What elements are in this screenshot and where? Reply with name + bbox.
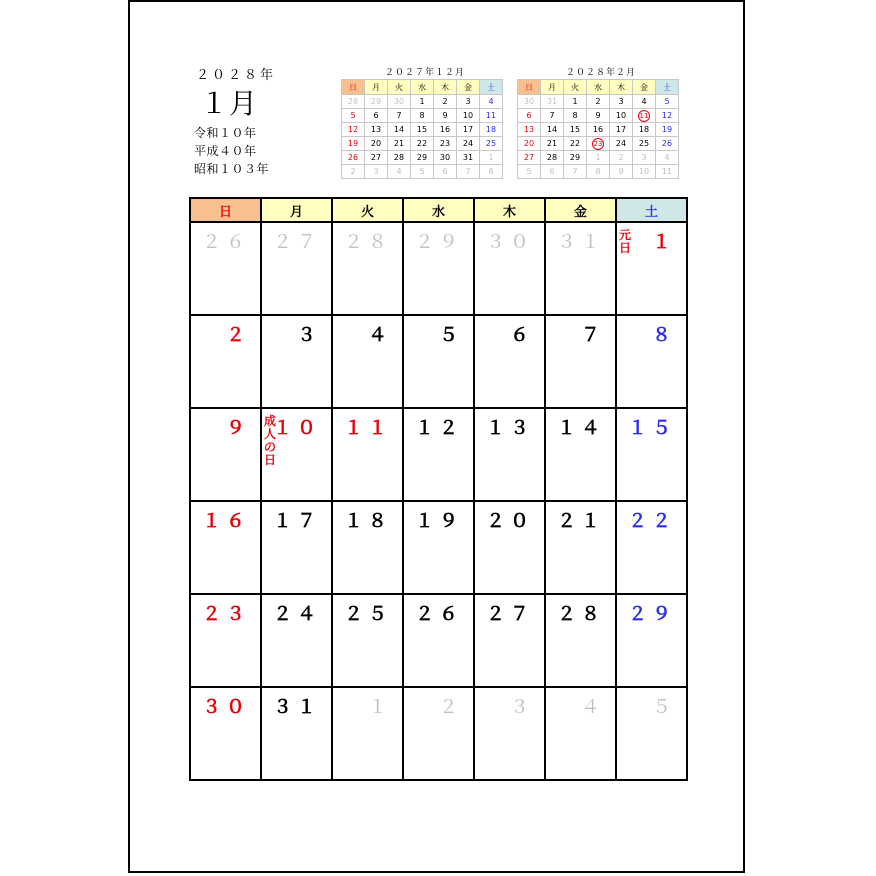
mini-day-cell: 10 — [457, 109, 480, 123]
mini-weekday-header: 水 — [587, 80, 610, 95]
day-number: ２ — [225, 324, 250, 346]
mini-day-cell: 29 — [564, 151, 587, 165]
day-number: ２６ — [414, 603, 463, 625]
mini-day-cell: 9 — [587, 109, 610, 123]
mini-day-cell: 10 — [610, 109, 633, 123]
day-cell — [403, 408, 474, 501]
day-number: １６ — [201, 510, 250, 532]
day-number: ２１ — [556, 510, 605, 532]
mini-day-cell: 3 — [633, 151, 656, 165]
day-number: ３１ — [272, 696, 321, 718]
day-number: ４ — [580, 696, 605, 718]
weekday-header: 土 — [616, 198, 687, 222]
holiday-label: 元日 — [619, 228, 632, 255]
holiday-label: 成人の日 — [264, 414, 277, 467]
mini-day-cell: 31 — [457, 151, 480, 165]
day-number: ２ — [438, 696, 463, 718]
mini-day-cell: 6 — [365, 109, 388, 123]
mini-day-cell: 8 — [587, 165, 610, 179]
mini-day-cell: 29 — [365, 95, 388, 109]
day-cell — [190, 222, 261, 315]
mini-day-cell: 12 — [656, 109, 679, 123]
mini-day-cell: 2 — [587, 95, 610, 109]
mini-day-cell: 28 — [388, 151, 411, 165]
day-cell — [474, 222, 545, 315]
day-cell — [261, 687, 332, 780]
day-cell — [332, 501, 403, 594]
day-cell — [332, 222, 403, 315]
mini-day-cell: 14 — [541, 123, 564, 137]
mini-day-cell: 24 — [610, 137, 633, 151]
weekday-header: 火 — [332, 198, 403, 222]
day-number: ２９ — [414, 231, 463, 253]
day-cell — [261, 594, 332, 687]
mini-day-cell: 16 — [587, 123, 610, 137]
day-cell — [474, 408, 545, 501]
day-cell — [261, 315, 332, 408]
mini-day-cell: 12 — [342, 123, 365, 137]
day-number: １７ — [272, 510, 321, 532]
mini-day-cell: 5 — [656, 95, 679, 109]
mini-day-cell: 11 — [656, 165, 679, 179]
day-number: ４ — [367, 324, 392, 346]
mini-day-cell: 3 — [610, 95, 633, 109]
mini-day-cell: 31 — [541, 95, 564, 109]
day-cell — [616, 687, 687, 780]
mini-day-cell: 27 — [518, 151, 541, 165]
day-number: １３ — [485, 417, 534, 439]
mini-day-cell: 21 — [388, 137, 411, 151]
mini-day-cell: 5 — [342, 109, 365, 123]
mini-weekday-header: 木 — [434, 80, 457, 95]
mini-day-cell: 19 — [656, 123, 679, 137]
day-cell — [332, 687, 403, 780]
mini-day-cell: 25 — [480, 137, 503, 151]
mini-day-cell: 17 — [457, 123, 480, 137]
day-number: ２３ — [201, 603, 250, 625]
day-cell — [616, 594, 687, 687]
day-cell — [403, 315, 474, 408]
mini-weekday-header: 火 — [564, 80, 587, 95]
day-cell — [545, 315, 616, 408]
mini-day-cell: 16 — [434, 123, 457, 137]
mini-day-cell: 15 — [411, 123, 434, 137]
mini-day-cell: 26 — [342, 151, 365, 165]
mini-day-cell: 24 — [457, 137, 480, 151]
day-number: １５ — [627, 417, 676, 439]
day-number: ７ — [580, 324, 605, 346]
day-cell — [474, 315, 545, 408]
mini-day-cell — [633, 109, 656, 123]
mini-weekday-header: 木 — [610, 80, 633, 95]
mini-day-cell: 28 — [541, 151, 564, 165]
mini-day-cell: 29 — [411, 151, 434, 165]
mini-day-cell: 6 — [518, 109, 541, 123]
mini-calendar-next-title: ２０２８年２月 — [565, 68, 636, 78]
weekday-header: 水 — [403, 198, 474, 222]
mini-day-cell: 21 — [541, 137, 564, 151]
year-label: ２０２８年 — [196, 68, 277, 83]
day-number: ８ — [651, 324, 676, 346]
day-number: ２８ — [343, 231, 392, 253]
mini-day-cell: 7 — [541, 109, 564, 123]
day-number: ３０ — [485, 231, 534, 253]
mini-day-cell: 7 — [564, 165, 587, 179]
day-cell — [403, 687, 474, 780]
mini-weekday-header: 日 — [342, 80, 365, 95]
weekday-header: 木 — [474, 198, 545, 222]
mini-day-cell: 5 — [518, 165, 541, 179]
day-cell — [545, 501, 616, 594]
mini-day-cell: 8 — [480, 165, 503, 179]
day-cell — [332, 315, 403, 408]
mini-day-cell — [587, 137, 610, 151]
mini-day-cell: 1 — [411, 95, 434, 109]
weekday-header: 金 — [545, 198, 616, 222]
day-cell — [474, 501, 545, 594]
day-cell — [190, 594, 261, 687]
day-number: ３ — [509, 696, 534, 718]
day-cell — [190, 408, 261, 501]
mini-day-cell: 26 — [656, 137, 679, 151]
day-cell — [616, 222, 687, 315]
mini-day-cell: 4 — [633, 95, 656, 109]
mini-day-cell: 17 — [610, 123, 633, 137]
mini-calendar-prev-title: ２０２７年１２月 — [384, 68, 465, 78]
mini-day-cell: 19 — [342, 137, 365, 151]
mini-day-cell: 27 — [365, 151, 388, 165]
day-number: ２６ — [201, 231, 250, 253]
mini-weekday-header: 火 — [388, 80, 411, 95]
day-number: ２５ — [343, 603, 392, 625]
day-cell — [616, 501, 687, 594]
mini-day-cell: 1 — [564, 95, 587, 109]
mini-day-cell: 13 — [365, 123, 388, 137]
day-number: ３１ — [556, 231, 605, 253]
mini-day-cell: 23 — [434, 137, 457, 151]
mini-day-cell: 1 — [480, 151, 503, 165]
day-number: ５ — [438, 324, 463, 346]
mini-day-cell: 4 — [388, 165, 411, 179]
day-cell — [261, 408, 332, 501]
day-number: ２９ — [627, 603, 676, 625]
mini-day-cell: 7 — [388, 109, 411, 123]
mini-day-cell: 18 — [633, 123, 656, 137]
day-number: １ — [367, 696, 392, 718]
mini-day-cell: 30 — [388, 95, 411, 109]
day-cell — [545, 408, 616, 501]
mini-weekday-header: 月 — [541, 80, 564, 95]
mini-day-cell: 28 — [342, 95, 365, 109]
mini-day-cell: 30 — [434, 151, 457, 165]
mini-calendar-prev — [341, 79, 503, 179]
mini-day-cell: 3 — [365, 165, 388, 179]
day-number: ６ — [509, 324, 534, 346]
day-cell — [474, 687, 545, 780]
mini-day-cell: 8 — [411, 109, 434, 123]
day-cell — [403, 594, 474, 687]
day-cell — [261, 501, 332, 594]
day-number: ２７ — [272, 231, 321, 253]
mini-holiday-circle: 23 — [593, 140, 603, 148]
mini-weekday-header: 水 — [411, 80, 434, 95]
mini-day-cell: 22 — [411, 137, 434, 151]
mini-day-cell: 6 — [434, 165, 457, 179]
day-cell — [616, 408, 687, 501]
mini-day-cell: 5 — [411, 165, 434, 179]
mini-weekday-header: 日 — [518, 80, 541, 95]
mini-day-cell: 15 — [564, 123, 587, 137]
day-number: ２８ — [556, 603, 605, 625]
day-number: １２ — [414, 417, 463, 439]
day-cell — [545, 687, 616, 780]
mini-day-cell: 9 — [434, 109, 457, 123]
day-cell — [190, 315, 261, 408]
era-reiwa: 令和１０年 — [194, 126, 257, 140]
mini-day-cell: 3 — [457, 95, 480, 109]
mini-day-cell: 20 — [518, 137, 541, 151]
mini-day-cell: 1 — [587, 151, 610, 165]
mini-holiday-circle: 11 — [639, 112, 649, 120]
mini-day-cell: 20 — [365, 137, 388, 151]
day-number: ９ — [225, 417, 250, 439]
day-number: １１ — [343, 417, 392, 439]
day-number: ２２ — [627, 510, 676, 532]
day-cell — [190, 501, 261, 594]
day-cell — [403, 501, 474, 594]
mini-day-cell: 9 — [610, 165, 633, 179]
day-number: ３ — [296, 324, 321, 346]
mini-calendar-next — [517, 79, 679, 179]
mini-weekday-header: 金 — [633, 80, 656, 95]
mini-day-cell: 22 — [564, 137, 587, 151]
month-title: １月 — [200, 87, 259, 120]
mini-day-cell: 13 — [518, 123, 541, 137]
mini-day-cell: 14 — [388, 123, 411, 137]
day-cell — [332, 594, 403, 687]
day-cell — [261, 222, 332, 315]
mini-day-cell: 18 — [480, 123, 503, 137]
mini-weekday-header: 金 — [457, 80, 480, 95]
day-number: ５ — [651, 696, 676, 718]
mini-day-cell: 2 — [342, 165, 365, 179]
mini-day-cell: 2 — [610, 151, 633, 165]
day-number: １８ — [343, 510, 392, 532]
day-number: １４ — [556, 417, 605, 439]
day-number: １ — [651, 231, 676, 253]
weekday-header: 月 — [261, 198, 332, 222]
mini-day-cell: 11 — [480, 109, 503, 123]
mini-weekday-header: 土 — [656, 80, 679, 95]
weekday-header: 日 — [190, 198, 261, 222]
day-number: ２４ — [272, 603, 321, 625]
mini-day-cell: 2 — [434, 95, 457, 109]
day-number: ２７ — [485, 603, 534, 625]
day-cell — [616, 315, 687, 408]
day-number: １９ — [414, 510, 463, 532]
day-cell — [190, 687, 261, 780]
day-cell — [474, 594, 545, 687]
mini-weekday-header: 月 — [365, 80, 388, 95]
mini-day-cell: 25 — [633, 137, 656, 151]
mini-day-cell: 30 — [518, 95, 541, 109]
mini-day-cell: 4 — [480, 95, 503, 109]
day-number: ３０ — [201, 696, 250, 718]
era-showa: 昭和１０３年 — [194, 162, 270, 176]
mini-day-cell: 8 — [564, 109, 587, 123]
mini-day-cell: 4 — [656, 151, 679, 165]
day-cell — [545, 222, 616, 315]
day-cell — [332, 408, 403, 501]
mini-day-cell: 7 — [457, 165, 480, 179]
mini-day-cell: 6 — [541, 165, 564, 179]
mini-day-cell: 10 — [633, 165, 656, 179]
day-cell — [403, 222, 474, 315]
day-number: １０ — [272, 417, 321, 439]
day-number: ２０ — [485, 510, 534, 532]
mini-weekday-header: 土 — [480, 80, 503, 95]
month-grid — [189, 197, 688, 781]
day-cell — [545, 594, 616, 687]
era-heisei: 平成４０年 — [194, 144, 257, 158]
